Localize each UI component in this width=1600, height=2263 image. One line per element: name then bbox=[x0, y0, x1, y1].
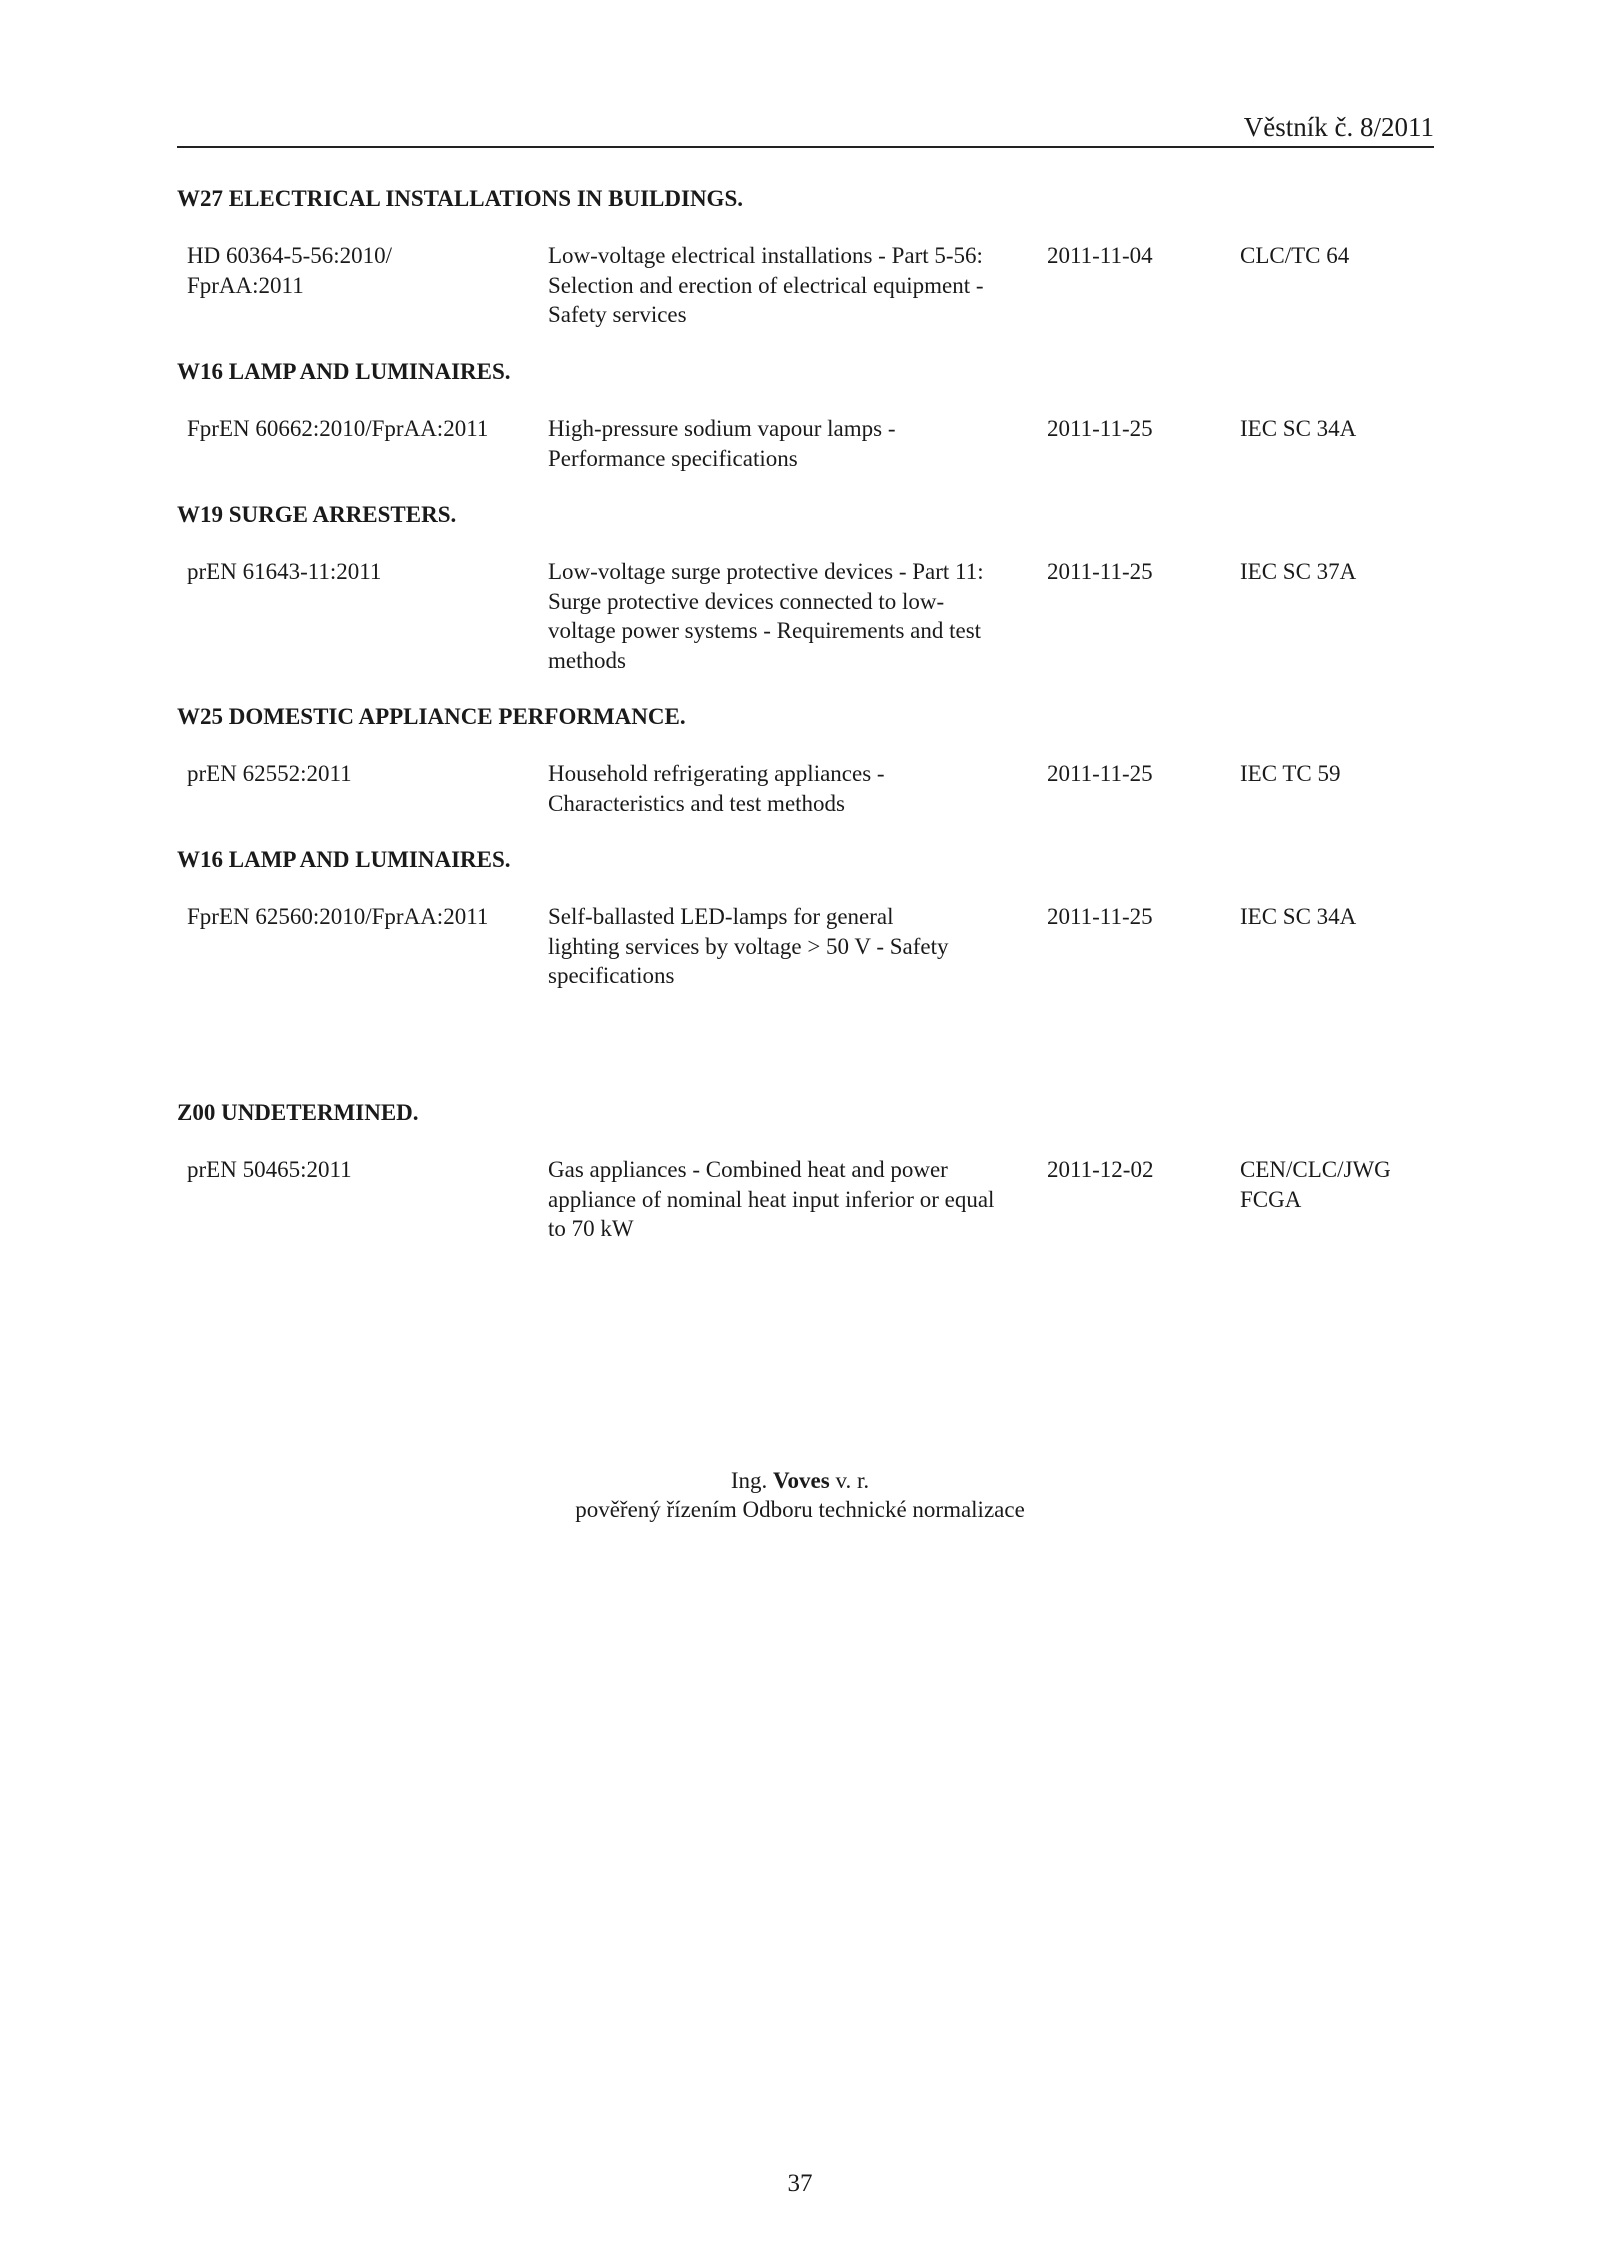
section-heading: W16 LAMP AND LUMINAIRES. bbox=[177, 847, 511, 872]
standard-entry bbox=[177, 414, 1434, 473]
standard-entry bbox=[177, 557, 1434, 675]
header-divider bbox=[177, 146, 1434, 148]
standard-code: FprEN 62560:2010/FprAA:2011 bbox=[187, 904, 489, 929]
standard-title: Low-voltage electrical installations - Part 5-56: Selection and erection of electrical equipment - Safety services bbox=[548, 243, 984, 327]
standard-committee: IEC SC 37A bbox=[1240, 559, 1357, 584]
standard-date: 2011-11-25 bbox=[1047, 559, 1153, 584]
section-spacer bbox=[177, 1018, 1434, 1098]
journal-issue-title: Věstník č. 8/2011 bbox=[1243, 112, 1434, 142]
standard-entry bbox=[177, 759, 1434, 818]
standard-code: prEN 62552:2011 bbox=[187, 761, 352, 786]
standard-committee: IEC TC 59 bbox=[1240, 761, 1341, 786]
standard-date: 2011-11-25 bbox=[1047, 761, 1153, 786]
standard-title: Low-voltage surge protective devices - Part 11: Surge protective devices connected to low- voltage power systems - Requirements and test methods bbox=[548, 559, 984, 673]
standard-date: 2011-12-02 bbox=[1047, 1157, 1154, 1182]
standard-date: 2011-11-04 bbox=[1047, 243, 1153, 268]
standard-title: Gas appliances - Combined heat and power appliance of nominal heat input inferior or equal to 70 kW bbox=[548, 1157, 995, 1241]
signature-suffix: v. r. bbox=[829, 1468, 870, 1493]
section-heading: W25 DOMESTIC APPLIANCE PERFORMANCE. bbox=[177, 704, 686, 729]
standard-title: Self-ballasted LED-lamps for general lighting services by voltage > 50 V - Safety specifications bbox=[548, 904, 949, 988]
section-heading: W16 LAMP AND LUMINAIRES. bbox=[177, 359, 511, 384]
signatory-name: Voves bbox=[773, 1468, 830, 1493]
standard-committee: CEN/CLC/JWG FCGA bbox=[1240, 1157, 1391, 1212]
standard-title: High-pressure sodium vapour lamps - Performance specifications bbox=[548, 416, 896, 471]
standard-entry bbox=[177, 1155, 1434, 1244]
signature-block bbox=[0, 1466, 1600, 1524]
standards-list bbox=[177, 184, 1434, 1271]
standard-committee: IEC SC 34A bbox=[1240, 904, 1357, 929]
section-heading: W27 ELECTRICAL INSTALLATIONS IN BUILDINGS. bbox=[177, 186, 743, 211]
section-heading: Z00 UNDETERMINED. bbox=[177, 1100, 419, 1125]
standard-date: 2011-11-25 bbox=[1047, 416, 1153, 441]
signatory-role: pověřený řízením Odboru technické normalizace bbox=[575, 1497, 1025, 1522]
signature-line bbox=[0, 1466, 1600, 1495]
standard-entry bbox=[177, 241, 1434, 330]
standard-committee: IEC SC 34A bbox=[1240, 416, 1357, 441]
standard-title: Household refrigerating appliances - Characteristics and test methods bbox=[548, 761, 885, 816]
section-heading: W19 SURGE ARRESTERS. bbox=[177, 502, 457, 527]
signature-prefix: Ing. bbox=[730, 1468, 774, 1493]
page-number: 37 bbox=[787, 2170, 813, 2197]
standard-code: prEN 50465:2011 bbox=[187, 1157, 352, 1182]
standard-code: HD 60364-5-56:2010/ FprAA:2011 bbox=[187, 243, 393, 298]
standard-committee: CLC/TC 64 bbox=[1240, 243, 1350, 268]
standard-code: prEN 61643-11:2011 bbox=[187, 559, 382, 584]
standard-code: FprEN 60662:2010/FprAA:2011 bbox=[187, 416, 489, 441]
standard-date: 2011-11-25 bbox=[1047, 904, 1153, 929]
standard-entry bbox=[177, 902, 1434, 991]
